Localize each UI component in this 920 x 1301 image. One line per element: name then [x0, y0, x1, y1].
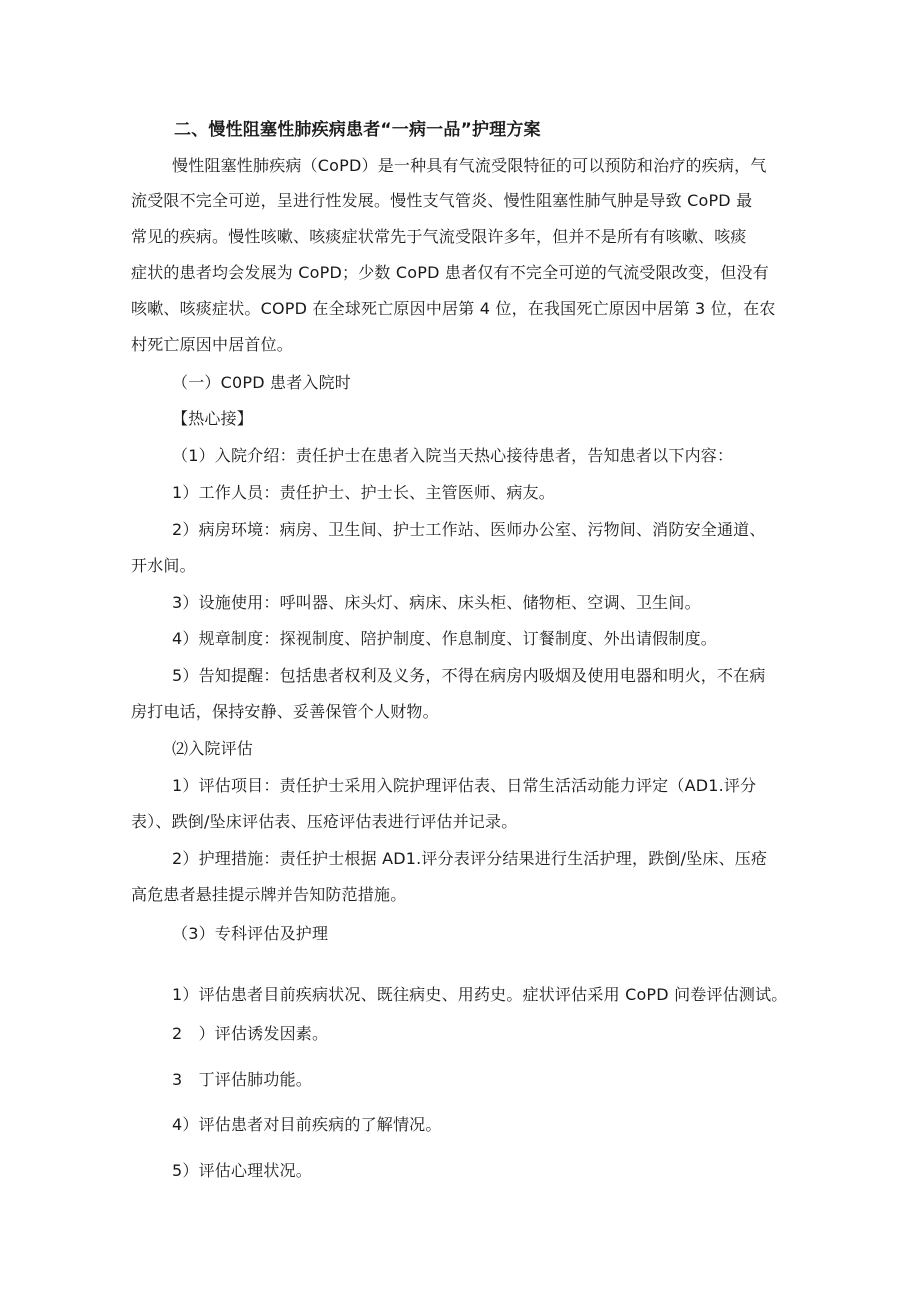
intro-line-1: 慢性阻塞性肺疾病（CoPD）是一种具有气流受限特征的可以预防和治疗的疾病，气	[172, 156, 767, 175]
list-item: 5）告知提醒：包括患者权利及义务，不得在病房内吸烟及使用电器和明火，不在病	[172, 666, 766, 685]
list-item-continuation: 开水间。	[131, 556, 196, 575]
intro-line-3: 常见的疾病。慢性咳嗽、咳痰症状常先于气流受限许多年，但并不是所有有咳嗽、咳痰	[131, 227, 747, 246]
intro-line-2: 流受限不完全可逆，呈进行性发展。慢性支气管炎、慢性阻塞性肺气肿是导致 CoPD 最	[131, 191, 753, 210]
list-item: 2 ）评估诱发因素。	[172, 1024, 329, 1043]
list-item: 1）评估项目：责任护士采用入院护理评估表、日常生活活动能力评定（AD1.评分	[172, 776, 757, 795]
section-heading: 二、慢性阻塞性肺疾病患者“一病一品”护理方案	[174, 120, 541, 140]
intro-line-5: 咳嗽、咳痰症状。COPD 在全球死亡原因中居第 4 位，在我国死亡原因中居第 3 位，在农	[131, 299, 776, 318]
list-item: 3 丁评估肺功能。	[172, 1070, 312, 1089]
list-item: 2）病房环境：病房、卫生间、护士工作站、医师办公室、污物间、消防安全通道、	[172, 520, 766, 539]
list-item: 1）评估患者目前疾病状况、既往病史、用药史。症状评估采用 CoPD 问卷评估测试。	[172, 985, 788, 1004]
list-item: 1）工作人员：责任护士、护士长、主管医师、病友。	[172, 483, 555, 502]
bracket-title: 【热心接】	[172, 409, 254, 428]
subsection-3-title: （3）专科评估及护理	[172, 924, 329, 943]
list-item: 4）规章制度：探视制度、陪护制度、作息制度、订餐制度、外出请假制度。	[172, 629, 717, 648]
list-item-continuation: 表）、跌倒/坠床评估表、压疮评估表进行评估并记录。	[131, 812, 518, 831]
list-item: 5）评估心理状况。	[172, 1161, 312, 1180]
intro-line-6: 村死亡原因中居首位。	[131, 335, 294, 354]
list-item-continuation: 房打电话，保持安静、妥善保管个人财物。	[131, 702, 439, 721]
list-item: 3）设施使用：呼叫器、床头灯、病床、床头柜、储物柜、空调、卫生间。	[172, 593, 701, 612]
subsection-1-title: （1）入院介绍：责任护士在患者入院当天热心接待患者，告知患者以下内容：	[172, 446, 734, 465]
list-item-continuation: 高危患者悬挂提示牌并告知防范措施。	[131, 885, 407, 904]
list-item: 4）评估患者对目前疾病的了解情况。	[172, 1115, 442, 1134]
subsection-2-title: ⑵入院评估	[172, 739, 254, 758]
list-item: 2）护理措施：责任护士根据 AD1.评分表评分结果进行生活护理，跌倒/坠床、压疮	[172, 849, 768, 868]
section-1-title: （一）C0PD 患者入院时	[172, 373, 352, 392]
intro-line-4: 症状的患者均会发展为 CoPD；少数 CoPD 患者仅有不完全可逆的气流受限改变，但没有	[131, 263, 769, 282]
